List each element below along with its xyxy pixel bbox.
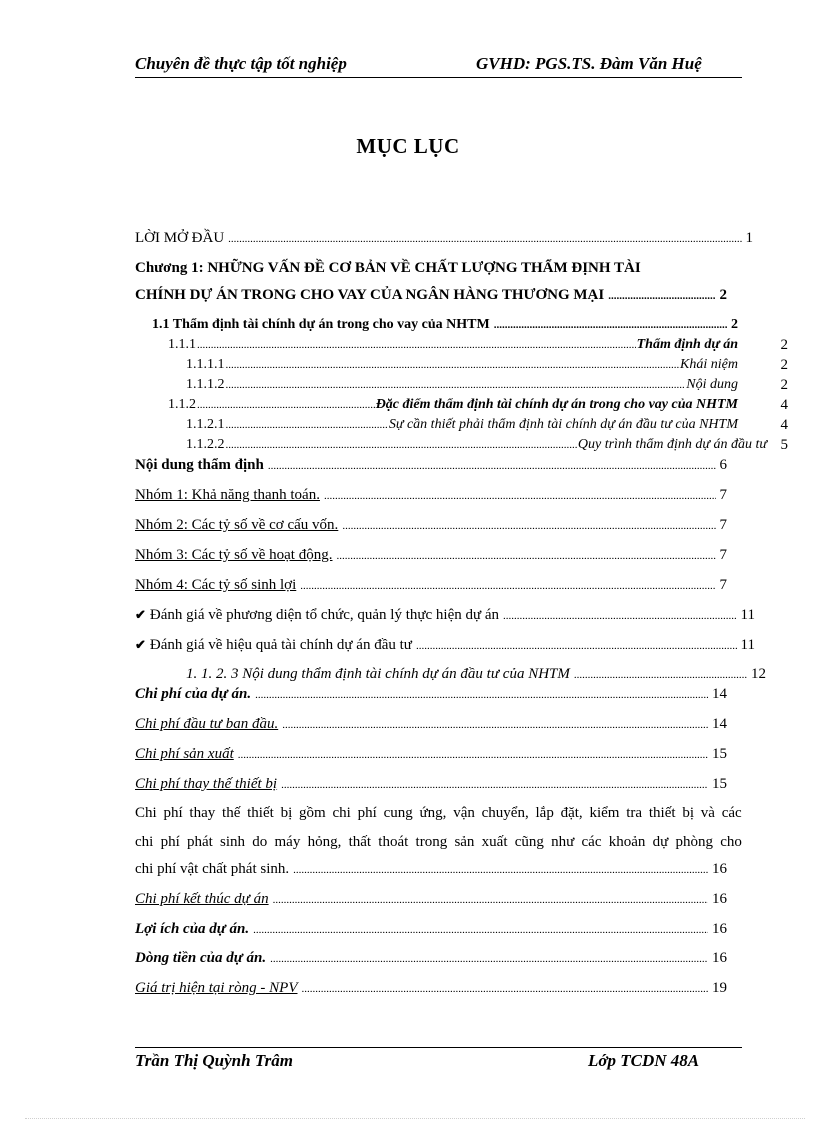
toc-entry-1-1-1[interactable]: [168, 337, 738, 353]
paragraph-word: gồm: [299, 805, 326, 821]
toc-page-number: 16: [712, 950, 727, 966]
toc-leader: [226, 359, 680, 371]
toc-leader: [608, 290, 715, 302]
toc-leader: [226, 439, 577, 451]
toc-entry-chuong1[interactable]: [135, 287, 727, 304]
toc-page-number: 15: [712, 746, 727, 762]
toc-leader: [273, 894, 708, 906]
paragraph-word: thoát: [378, 834, 409, 850]
toc-page-number: 2: [780, 357, 788, 373]
toc-entry-nhom-2[interactable]: [135, 517, 727, 534]
toc-page-number: 2: [780, 377, 788, 393]
toc-page-number: 11: [740, 637, 755, 653]
chevron-down-icon: ✔︎: [135, 607, 146, 622]
toc-entry-label: Dòng tiền của dự án.: [135, 950, 267, 966]
toc-leader: [503, 610, 737, 622]
toc-leader: [228, 233, 741, 245]
paragraph-word: cho: [720, 834, 742, 850]
header-left: Chuyên đề thực tập tốt nghiệp: [135, 54, 347, 73]
paragraph-word: phí: [160, 834, 180, 850]
footer-divider: [135, 1047, 742, 1048]
paragraph-word: thiết: [247, 805, 274, 821]
toc-entry-1-1-2[interactable]: [168, 397, 738, 413]
toc-leader: [342, 520, 715, 532]
toc-entry-label: 1. 1. 2. 3 Nội dung thẩm định tài chính dự án đầu tư của NHTM: [186, 666, 570, 682]
toc-entry-label: Đánh giá về phương diện tổ chức, quản lý thực hiện dự án: [149, 607, 500, 623]
toc-entry-nhom-4[interactable]: [135, 577, 727, 594]
paragraph-word: Chi: [135, 805, 157, 821]
paragraph-line: [135, 799, 742, 828]
toc-leader: [197, 339, 636, 351]
toc-leader: [416, 640, 737, 652]
paragraph-word: chi: [135, 834, 154, 850]
toc-entry-label: Nhóm 1: Khả năng thanh toán.: [135, 487, 320, 503]
toc-entry-label: Chi phí sản xuất: [135, 746, 234, 762]
toc-leader: [281, 779, 708, 791]
toc-page-number: 12: [751, 666, 766, 682]
toc-leader: [302, 983, 709, 995]
toc-leader: [574, 669, 747, 681]
toc-page-number: 2: [731, 317, 738, 332]
paragraph-word: chuyển,: [481, 805, 529, 821]
paragraph-word: thiết: [648, 805, 676, 821]
toc-page-number: 15: [712, 776, 727, 792]
toc-page-number: 16: [712, 891, 727, 907]
toc-entry-chi-phi-san-xuat[interactable]: [135, 746, 727, 763]
toc-entry-chi-phi-thay-the[interactable]: [135, 776, 727, 793]
toc-entry-label: Giá trị hiện tại ròng - NPV: [135, 980, 298, 996]
toc-entry-label: Thẩm định dự án: [636, 337, 738, 352]
toc-page-number: 6: [719, 457, 727, 473]
header-divider: [135, 77, 742, 78]
paragraph-word: thất: [348, 834, 372, 850]
toc-leader: [253, 924, 708, 936]
toc-leader: [270, 953, 708, 965]
paragraph-word: kiểm: [589, 805, 620, 821]
toc-entry-label: Nội dung: [686, 377, 738, 392]
toc-page-number: 2: [719, 287, 727, 303]
toc-entry-1-1-2-3[interactable]: [186, 666, 766, 683]
toc-entry-number: 1.1.2.1: [186, 417, 225, 432]
toc-leader: [293, 864, 708, 876]
toc-entry-dong-tien[interactable]: [135, 950, 727, 967]
toc-entry-label: Chi phí thay thế thiết bị: [135, 776, 278, 792]
toc-page-number: 7: [719, 577, 727, 593]
toc-entry-number: 1.1.2.2: [186, 437, 225, 452]
toc-entry-label: Nội dung thẩm định: [135, 457, 264, 473]
toc-entry-label: LỜI MỞ ĐẦU: [135, 230, 225, 246]
toc-entry-label: Chi phí đầu tư ban đầu.: [135, 716, 279, 732]
toc-entry-label: Lợi ích của dự án.: [135, 921, 250, 937]
paragraph-word: và: [700, 805, 715, 821]
toc-entry-1-1[interactable]: [152, 317, 738, 333]
paragraph-word: lắp: [535, 805, 554, 821]
toc-leader: [255, 689, 708, 701]
toc-page-number: 11: [740, 607, 755, 623]
toc-entry-label: Nhóm 3: Các tỷ số về hoạt động.: [135, 547, 333, 563]
paragraph-word: các: [581, 834, 602, 850]
toc-entry-1-1-1-2[interactable]: [186, 377, 738, 393]
toc-entry-label: Khái niệm: [680, 357, 738, 372]
toc-entry-chi-phi-dau-tu[interactable]: [135, 716, 727, 733]
toc-leader: [336, 550, 715, 562]
paragraph-word: trong: [415, 834, 448, 850]
paragraph-word: ứng,: [419, 805, 447, 821]
toc-paragraph-chi-phi-thay-the: [135, 799, 742, 857]
paragraph-word: vận: [453, 805, 475, 821]
paragraph-word: thế: [222, 805, 241, 821]
paragraph-word: các: [721, 805, 742, 821]
toc-leader: [300, 580, 715, 592]
toc-page-number: 1: [745, 230, 753, 246]
paragraph-word: phát: [186, 834, 213, 850]
toc-leader: [238, 749, 708, 761]
toc-entry-label: Nhóm 4: Các tỷ số sinh lợi: [135, 577, 297, 593]
paragraph-word: dự: [652, 834, 669, 850]
toc-entry-number: 1.1.1: [168, 337, 196, 352]
paragraph-word: bị: [682, 805, 694, 821]
toc-page-number: 14: [712, 716, 727, 732]
toc-page-number: 4: [780, 417, 788, 433]
toc-page-number: 19: [712, 980, 727, 996]
paragraph-word: bị: [280, 805, 293, 821]
page-title: MỤC LỤC: [356, 134, 460, 158]
toc-entry-1-1-1-1[interactable]: [186, 357, 738, 373]
paragraph-word: tra: [626, 805, 643, 821]
toc-entry-number: 1.1.2: [168, 397, 196, 412]
toc-entry-label: Đánh giá về hiệu quả tài chính dự án đầu tư: [149, 637, 412, 653]
paragraph-word: phí: [163, 805, 183, 821]
paragraph-word: hỏng,: [307, 834, 342, 850]
toc-leader: [226, 419, 388, 431]
paragraph-word: cũng: [514, 834, 544, 850]
paragraph-word: cung: [383, 805, 413, 821]
toc-page-number: 7: [719, 487, 727, 503]
paragraph-word: phòng: [675, 834, 714, 850]
toc-page-number: 2: [780, 337, 788, 353]
toc-entry-label: Chi phí của dự án.: [135, 686, 252, 702]
toc-entry-label: Quy trình thẩm định dự án đầu tư: [577, 437, 767, 452]
toc-entry-danh-gia-hieu-qua[interactable]: [135, 637, 755, 654]
toc-entry-nhom-1[interactable]: [135, 487, 727, 504]
paragraph-line: [135, 828, 742, 857]
paragraph-word: đặt,: [560, 805, 583, 821]
toc-page-number: 14: [712, 686, 727, 702]
toc-entry-npv[interactable]: [135, 980, 727, 997]
paragraph-word: máy: [274, 834, 301, 850]
paragraph-word: thay: [189, 805, 216, 821]
toc-entry-label: Chi phí kết thúc dự án: [135, 891, 269, 907]
toc-leader: [282, 719, 708, 731]
paragraph-word: như: [551, 834, 575, 850]
paragraph-word: do: [252, 834, 268, 850]
paragraph-word: chi: [332, 805, 351, 821]
toc-entry-1-1-2-1[interactable]: [186, 417, 738, 433]
footer-left: Trần Thị Quỳnh Trâm: [135, 1051, 293, 1070]
toc-leader: [226, 379, 686, 391]
toc-entry-loi-mo-dau[interactable]: [135, 230, 753, 247]
paragraph-word: xuất: [481, 834, 508, 850]
toc-entry-1-1-2-2[interactable]: [186, 437, 767, 453]
toc-page-number: 16: [712, 861, 727, 877]
toc-page-number: 7: [719, 547, 727, 563]
page-bottom-border: [25, 1118, 805, 1119]
toc-entry-loi-ich[interactable]: [135, 921, 727, 938]
toc-entry-label: Sự cần thiết phải thẩm định tài chính dự án đầu tư của NHTM: [388, 417, 738, 432]
toc-entry-nhom-3[interactable]: [135, 547, 727, 564]
toc-page-number: 4: [780, 397, 788, 413]
toc-entry-label: Đặc điểm thẩm định tài chính dự án trong cho vay của NHTM: [375, 397, 738, 412]
paragraph-word: sinh: [220, 834, 246, 850]
toc-entry-chi-phi-du-an[interactable]: [135, 686, 727, 703]
toc-entry-number: 1.1.1.2: [186, 377, 225, 392]
toc-leader: [324, 490, 716, 502]
toc-page-number: 16: [712, 921, 727, 937]
toc-page-number: 5: [780, 437, 788, 453]
toc-entry-label: chi phí vật chất phát sinh.: [135, 861, 290, 877]
toc-entry-noi-dung-tham-dinh[interactable]: [135, 457, 727, 474]
header-right: GVHD: PGS.TS. Đàm Văn Huệ: [476, 54, 702, 73]
toc-entry-number: 1.1.1.1: [186, 357, 225, 372]
toc-entry-chuong1-line1[interactable]: Chương 1: NHỮNG VẤN ĐỀ CƠ BẢN VỀ CHẤT LƯỢNG THẨM ĐỊNH TÀI: [135, 260, 641, 276]
paragraph-word: sản: [454, 834, 475, 850]
toc-leader: [268, 460, 716, 472]
toc-entry-label: CHÍNH DỰ ÁN TRONG CHO VAY CỦA NGÂN HÀNG THƯƠNG MẠI: [135, 287, 605, 303]
toc-leader: [494, 319, 727, 331]
toc-entry-chi-phi-ket-thuc[interactable]: [135, 891, 727, 908]
toc-leader: [197, 399, 375, 411]
paragraph-word: khoản: [608, 834, 646, 850]
toc-entry-label: 1.1 Thẩm định tài chính dự án trong cho vay của NHTM: [152, 317, 490, 332]
toc-page-number: 7: [719, 517, 727, 533]
chevron-down-icon: ✔︎: [135, 637, 146, 652]
toc-entry-label: Nhóm 2: Các tỷ số về cơ cấu vốn.: [135, 517, 339, 533]
paragraph-word: phí: [357, 805, 377, 821]
footer-right: Lớp TCDN 48A: [588, 1051, 700, 1070]
toc-entry-danh-gia-to-chuc[interactable]: [135, 607, 755, 624]
toc-entry-chi-phi-vat-chat[interactable]: [135, 861, 727, 878]
